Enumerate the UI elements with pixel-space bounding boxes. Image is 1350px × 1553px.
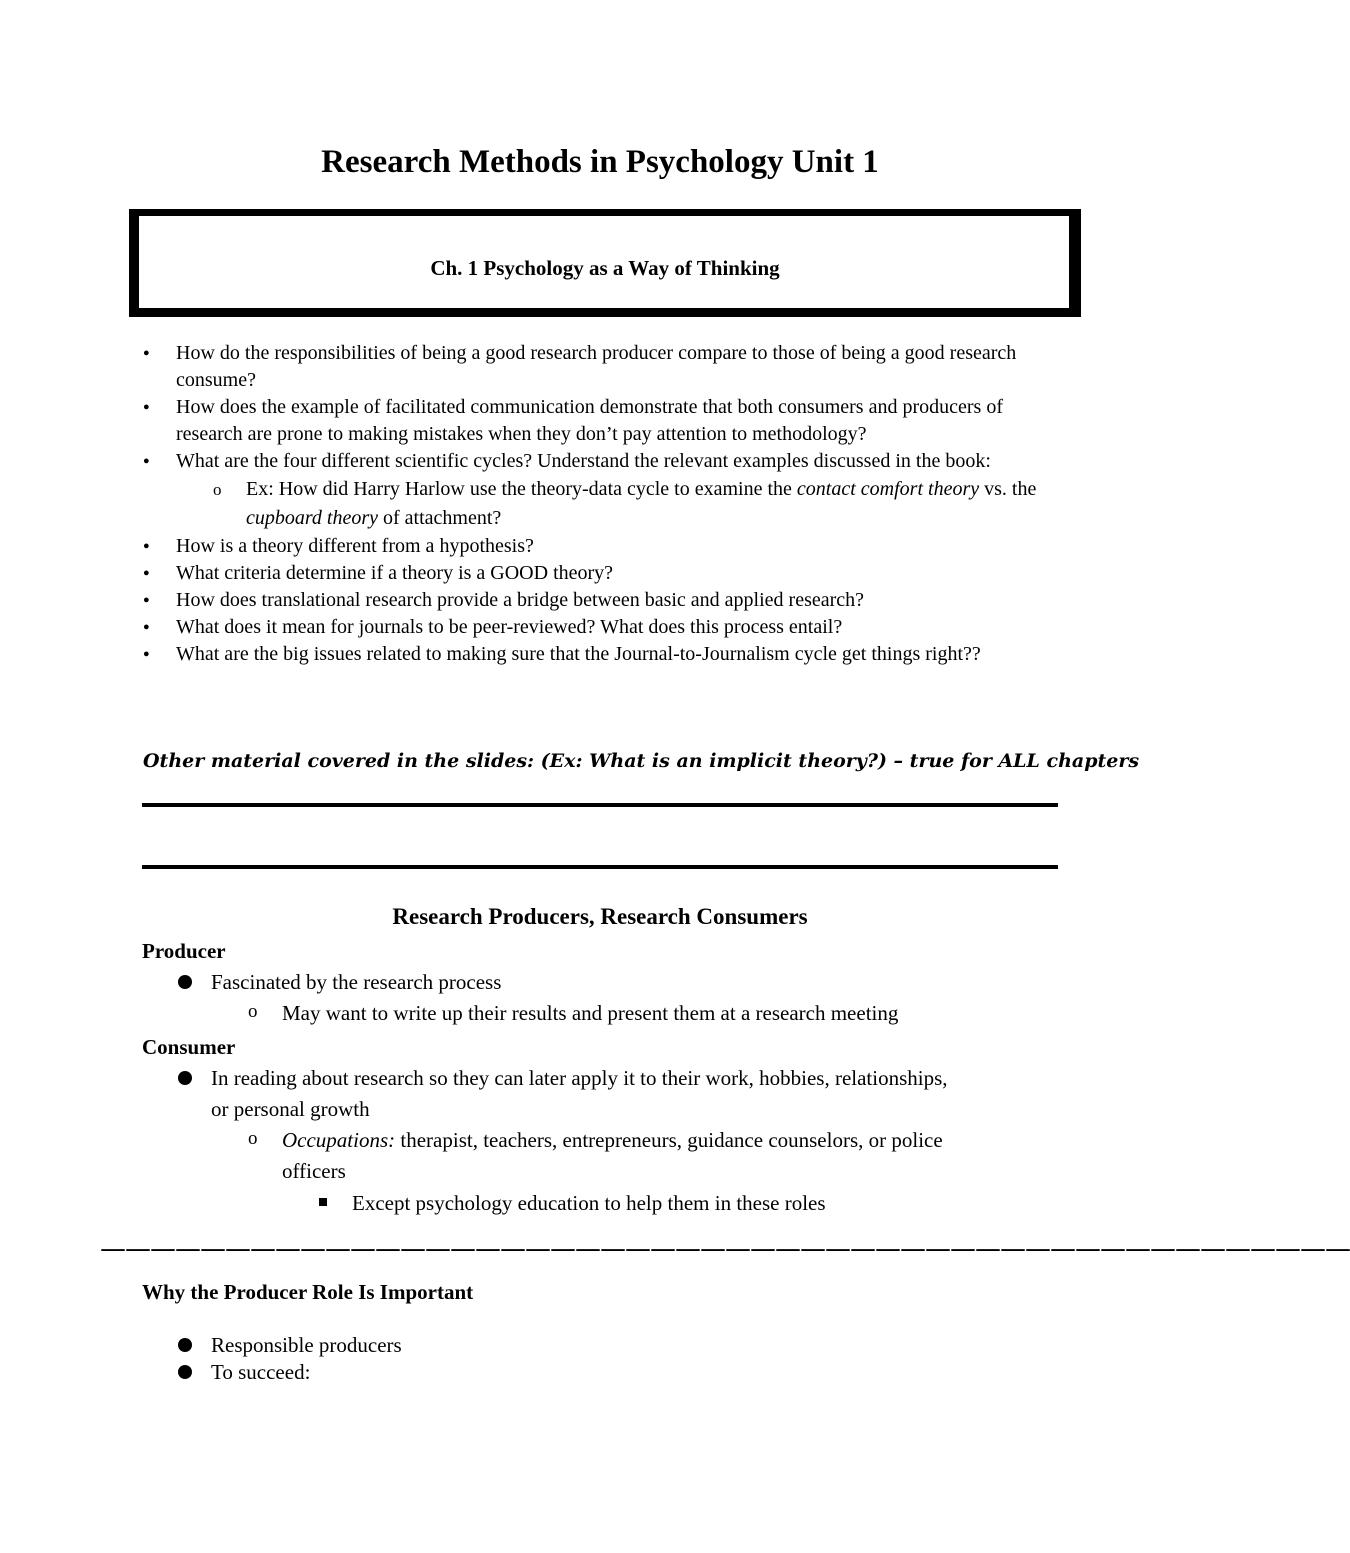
sub-item-emphasis: contact comfort theory <box>796 478 980 500</box>
question-sub-item <box>143 475 1063 533</box>
consumer-label: Consumer <box>142 1035 236 1059</box>
document-title: Research Methods in Psychology Unit 1 <box>321 144 879 180</box>
question-item: ● What are the big issues related to making sure that the Journal-to-Journalism cycle get things right?? <box>143 641 1063 668</box>
question-item: ● What are the four different scientific cycles? Understand the relevant examples discussed in the book: <box>143 448 1063 475</box>
question-item: ● How do the responsibilities of being a good research producer compare to those of being a good research consume? <box>143 340 1063 394</box>
consumer-bullet-line: In reading about research so they can later apply it to their work, hobbies, relationships, <box>211 1066 948 1090</box>
sub-bullet-marker: o <box>248 1001 258 1022</box>
study-questions-list <box>143 340 1063 668</box>
consumer-bullet-line: or personal growth <box>211 1097 370 1121</box>
question-item: ● How does translational research provide a bridge between basic and applied research? <box>143 587 1063 614</box>
other-material-note: Other material covered in the slides: (Ex: What is an implicit theory?) – true for ALL chapters <box>143 750 1140 772</box>
occupations-label: Occupations: <box>282 1128 396 1152</box>
section-title: Research Producers, Research Consumers <box>392 904 808 929</box>
sub-item-text: vs. the <box>979 478 1037 500</box>
bullet-dot <box>178 975 192 989</box>
bullet-dot <box>178 1071 192 1085</box>
sub-bullet-marker: o <box>248 1128 258 1149</box>
producer-label: Producer <box>142 939 226 963</box>
horizontal-rule <box>142 865 1058 869</box>
horizontal-rule <box>142 803 1058 807</box>
producer-bullet: Fascinated by the research process <box>211 970 502 994</box>
chapter-heading-box <box>129 209 1081 317</box>
producer-role-title: Why the Producer Role Is Important <box>142 1280 474 1304</box>
chapter-title: Ch. 1 Psychology as a Way of Thinking <box>430 256 780 280</box>
question-item: ● What does it mean for journals to be peer-reviewed? What does this process entail? <box>143 614 1063 641</box>
producer-role-bullet: To succeed: <box>211 1360 311 1384</box>
producer-role-bullet: Responsible producers <box>211 1333 402 1357</box>
sub-item-emphasis: cupboard theory <box>246 507 379 529</box>
sub-item-text: of attachment? <box>378 507 502 529</box>
sub-bullet-marker: o <box>213 480 222 499</box>
question-item: ● How does the example of facilitated communication demonstrate that both consumers and producers of research are prone to making mistakes when they don’t pay attention to methodology? <box>143 394 1063 448</box>
question-item: ● What criteria determine if a theory is a GOOD theory? <box>143 560 1063 587</box>
consumer-sub-bullet-line: officers <box>282 1159 346 1183</box>
dashed-separator: —————————————————————————————————————————————————— <box>100 1234 1350 1264</box>
producer-sub-bullet: May want to write up their results and present them at a research meeting <box>282 1001 899 1025</box>
occupations-text: therapist, teachers, entrepreneurs, guidance counselors, or police <box>395 1128 943 1152</box>
question-item: ● How is a theory different from a hypothesis? <box>143 533 1063 560</box>
sub-item-text: Ex: How did Harry Harlow use the theory-data cycle to examine the <box>246 478 797 500</box>
bullet-dot <box>178 1365 192 1379</box>
square-bullet <box>319 1198 327 1206</box>
consumer-sub-sub-bullet: Except psychology education to help them in these roles <box>352 1191 826 1215</box>
consumer-sub-bullet-line <box>282 1125 943 1156</box>
bullet-dot <box>178 1338 192 1352</box>
